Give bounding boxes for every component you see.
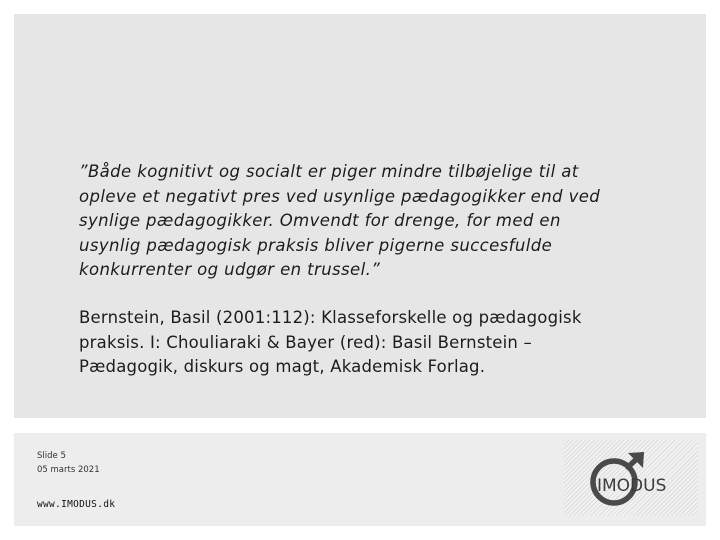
citation-line: Pædagogik, diskurs og magt, Akademisk Forlag. — [79, 357, 486, 376]
website-link[interactable]: www.IMODUS.dk — [37, 499, 116, 510]
quote-line: opleve et negativt pres ved usynlige pædagogikker end ved — [79, 186, 601, 206]
quote-line: synlige pædagogikker. Omvendt for drenge, for med en — [79, 211, 561, 230]
citation-line: Bernstein, Basil (2001:112): Klasseforskelle og pædagogisk — [79, 308, 582, 327]
citation-text — [79, 306, 659, 380]
quote-line: usynlig pædagogisk praksis bliver pigerne succesfulde — [79, 235, 553, 255]
male-symbol-icon — [564, 440, 698, 516]
logo-text: IMODUS — [597, 476, 667, 496]
citation-line: praksis. I: Chouliaraki & Bayer (red): Basil Bernstein – — [79, 332, 532, 352]
quote-text — [79, 160, 639, 283]
quote-line: konkurrenter og udgør en trussel.” — [79, 260, 381, 279]
quote-line: ”Både kognitivt og socialt er piger mindre tilbøjelige til at — [79, 162, 579, 181]
imodus-logo — [564, 440, 698, 516]
slide-number: Slide 5 — [37, 451, 66, 461]
slide-date: 05 marts 2021 — [37, 465, 100, 475]
